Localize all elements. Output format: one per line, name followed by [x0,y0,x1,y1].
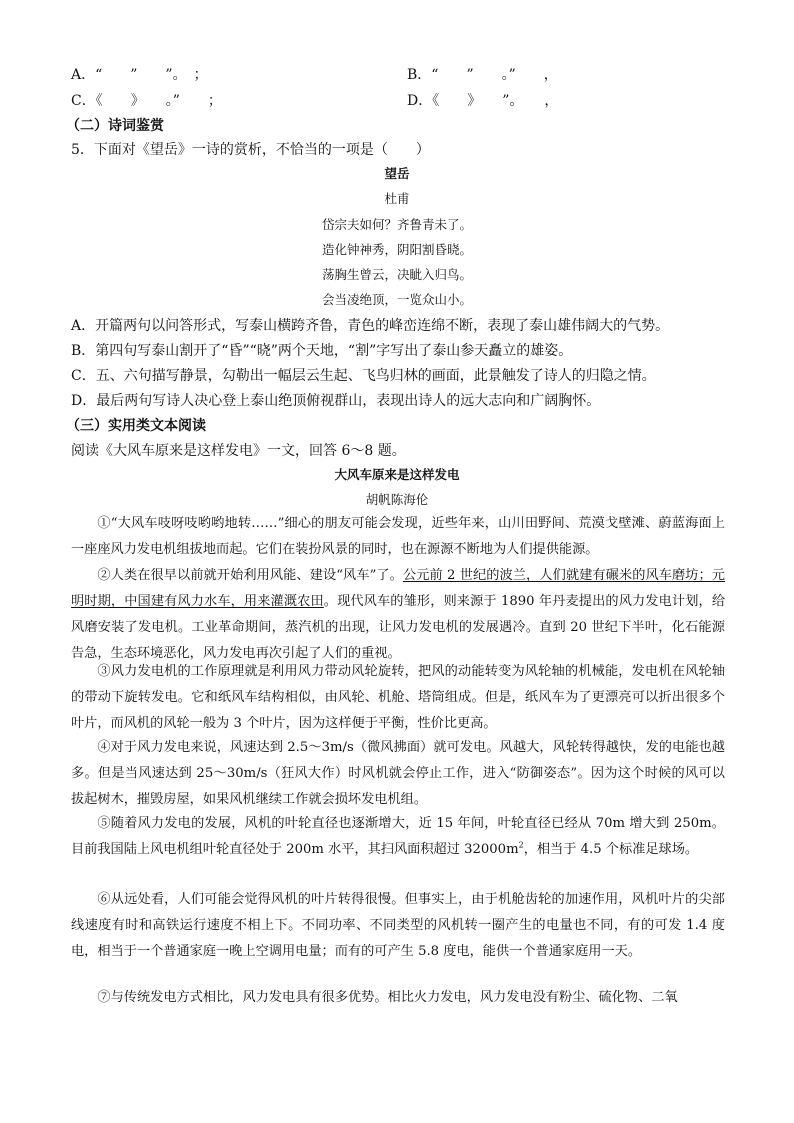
option-b: B．“ ” 。” ， [407,67,558,83]
option-c: C．《 》 。” ； [71,93,222,109]
superscript: 2 [518,840,524,850]
article-paragraph-6 [71,887,725,965]
poem-line: 造化钟神秀，阴阳割昏晓。 [321,242,472,257]
article-paragraph-4 [71,735,725,813]
paragraph-text: ⑦与传统发电方式相比，风力发电具有很多优势。相比火力发电，风力发电没有粉尘、硫化物、二氧 [97,990,678,1005]
article-paragraph-7 [71,985,725,1011]
option-d: D．《 》 ”。 ， [407,93,559,109]
option-a: A．“ ” ”。 ； [71,67,208,83]
paragraph-text: ⑥从远处看，人们可能会觉得风机的叶片转得很慢。但事实上，由于机舱齿轮的加速作用，风机叶片的尖部线速度有时和高铁运行速度不相上下。不同功率、不同类型的风机转一圈产生的电量也不同，有的可发 1.4 度电，相当于一个普通家庭一晚上空调用电量；而有的可产生 5.8 度电，能供一个普通家庭用一天。 [71,892,725,959]
article-title: 大风车原来是这样发电 [334,467,460,482]
section-heading-poetry: （二）诗词鉴赏 [66,118,164,134]
article-paragraph-5 [71,811,725,863]
section-heading-practical: （三）实用类文本阅读 [66,418,206,434]
paragraph-text: ④对于风力发电来说，风速达到 2.5～3m/s（微风拂面）就可发电。风越大，风轮转得越快，发的电能也越多。但是当风速达到 25～30m/s（狂风大作）时风机就会停止工作，进入“防御姿态”。因为这个时候的风可以拔起树木，摧毁房屋，如果风机继续工作就会损坏发电机组。 [71,740,725,807]
choice-d: D．最后两句写诗人决心登上泰山绝顶俯视群山，表现出诗人的远大志向和广阔胸怀。 [71,393,601,409]
poem-line: 荡胸生曾云，决眦入归鸟。 [321,267,472,282]
poem-line: 岱宗夫如何？齐鲁青未了。 [321,217,472,232]
poem-author: 杜甫 [384,191,410,206]
paragraph-text: ①“大风车吱呀吱哟哟地转……”细心的朋友可能会发现，近些年来，山川田野间、荒漠戈壁滩、蔚蓝海面上一座座风力发电机组拔地而起。它们在装扮风景的同时，也在源源不断地为人们提供能源。 [71,516,725,557]
underlined-sentence: 公元前 2 世纪的波兰，人们就建有碾米的风车磨坊；元明时期，中国建有风力水车，用来灌溉农田 [71,568,725,609]
poem-title: 望岳 [384,166,410,181]
paragraph-text: ，相当于 4.5 个标准足球场。 [523,842,699,857]
reading-instruction: 阅读《大风车原来是这样发电》一文，回答 6～8 题。 [71,443,406,459]
paragraph-text: ③风力发电机的工作原理就是利用风力带动风轮旋转，把风的动能转变为风轮轴的机械能，发电机在风轮轴的带动下旋转发电。它和纸风车结构相似，由风轮、机舱、塔筒组成。但是，纸风车为了更漂亮可以折出很多个叶片，而风机的风轮一般为 3 个叶片，因为这样便于平衡，性价比更高。 [71,664,725,731]
choice-b: B．第四句写泰山割开了“昏”“晓”两个天地，“割”字写出了泰山参天矗立的雄姿。 [71,343,573,359]
choice-a: A．开篇两句以问答形式，写泰山横跨齐鲁，青色的峰峦连绵不断，表现了泰山雄伟阔大的气势。 [71,318,670,334]
article-paragraph-3 [71,659,725,737]
paragraph-text: 。现代风车的雏形，则来源于 1890 年丹麦提出的风力发电计划，给风磨安装了发电机。工业革命期间，蒸汽机的出现，让风力发电机的发展遇冷。直到 20 世纪下半叶，化石能源告急，生态环境恶化，风力发电再次引起了人们的重视。 [71,594,726,661]
paragraph-text: ⑤随着风力发电的发展，风机的叶轮直径也逐渐增大，近 15 年间，叶轮直径已经从 70m 增大到 250m。目前我国陆上风电机组叶轮直径处于 200m 水平，其扫风面积超过 32000m [71,816,725,857]
article-author: 胡帆陈海伦 [365,492,429,507]
choice-c: C．五、六句描写静景，勾勒出一幅层云生起、飞鸟归林的画面，此景触发了诗人的归隐之情。 [71,368,656,384]
poem-line: 会当凌绝顶，一览众山小。 [321,292,472,307]
question-5: 5．下面对《望岳》一诗的赏析，不恰当的一项是（ ） [71,142,430,158]
paragraph-text: ②人类在很早以前就开始利用风能、建设“风车”了。 [97,568,403,583]
article-paragraph-2 [71,563,725,667]
article-paragraph-1 [71,511,725,563]
